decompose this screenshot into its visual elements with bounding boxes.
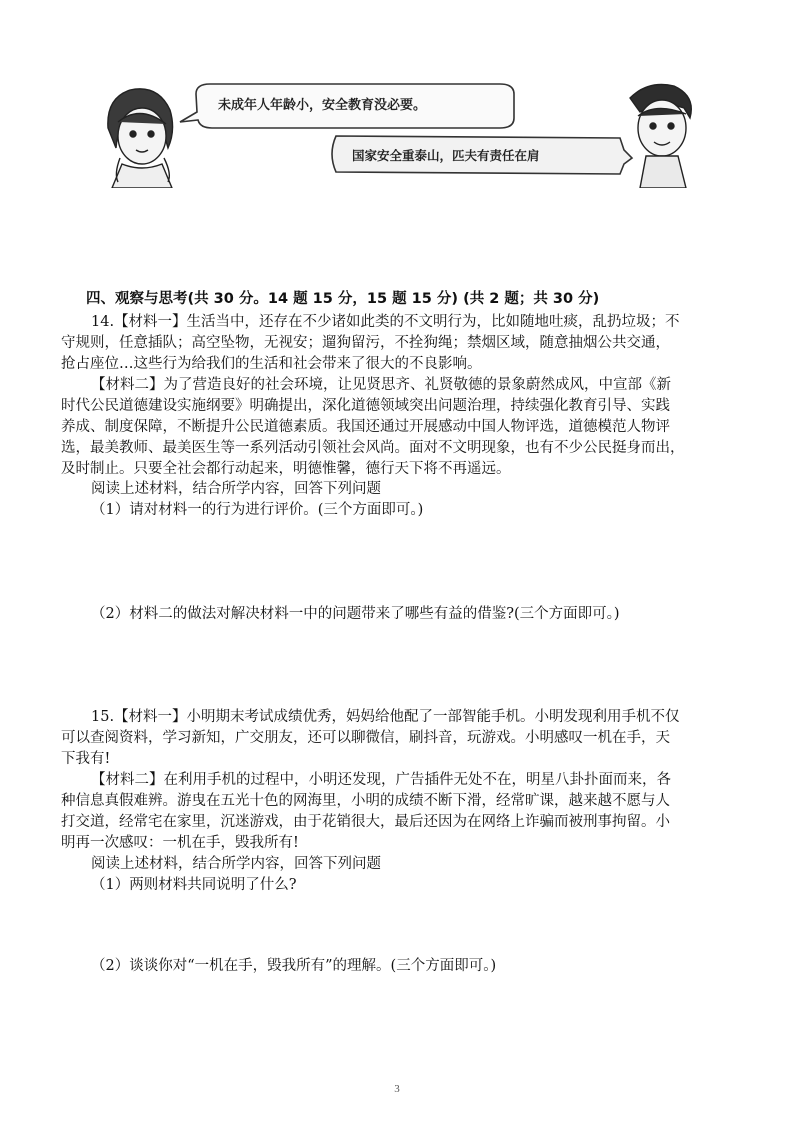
q15-material2-line: 种信息真假难辨。游曳在五光十色的网海里，小明的成绩不断下滑，经常旷课，越来越不愿与人 [61,793,670,809]
q14-material2-line: 选，最美教师、最美医生等一系列活动引领社会风尚。面对不文明现象，也有不少公民挺身而出， [61,440,685,456]
page-number: 3 [394,1083,400,1095]
q15-material1-line: 可以查阅资料，学习新知，广交朋友，还可以聊微信，刷抖音，玩游戏。小明感叹一机在手，天 [61,730,670,746]
girl-figure [108,89,173,188]
q15-material1-line: 15.【材料一】小明期末考试成绩优秀，妈妈给他配了一部智能手机。小明发现利用手机不仅 [91,709,680,725]
boy-bubble-text: 国家安全重泰山，匹夫有责任在肩 [352,148,540,163]
q14-material1-line: 守规则，任意插队；高空坠物，无视安；遛狗留污，不拴狗绳；禁烟区域，随意抽烟公共交通， [61,335,670,351]
q14-material2-line: 【材料二】为了营造良好的社会环境，让见贤思齐、礼贤敬德的景象蔚然成风，中宣部《新 [91,377,671,393]
q15-material1-line: 下我有! [61,751,111,767]
q14-material2-line: 养成、制度保障，不断提升公民道德素质。我国还通过开展感动中国人物评选，道德模范人物评 [61,419,670,435]
q14-instruction: 阅读上述材料，结合所学内容，回答下列问题 [91,481,381,497]
boy-figure [630,85,691,189]
q15-material2-line: 明再一次感叹：一机在手，毁我所有! [61,835,299,851]
q14-subquestion-1: （1）请对材料一的行为进行评价。(三个方面即可。) [91,502,424,518]
q15-subquestion-2: （2）谈谈你对“一机在手，毁我所有”的理解。(三个方面即可。) [91,958,497,974]
q14-material1-line: 抢占座位…这些行为给我们的生活和社会带来了很大的不良影响。 [61,356,482,372]
girl-bubble-text: 未成年人年龄小，安全教育没必要。 [218,98,427,113]
q14-subquestion-2: （2）材料二的做法对解决材料一中的问题带来了哪些有益的借鉴?(三个方面即可。) [91,606,620,622]
q14-material2-line: 及时制止。只要全社会都行动起来，明德惟馨，德行天下将不再遥远。 [61,461,511,477]
q14-material1-line: 14.【材料一】生活当中，还存在不少诸如此类的不文明行为，比如随地吐痰，乱扔垃圾；不 [91,314,680,330]
q15-subquestion-1: （1）两则材料共同说明了什么? [91,877,297,893]
q15-material2-line: 打交道，经常宅在家里，沉迷游戏，由于花销很大，最后还因为在网络上诈骗而被刑事拘留。小 [61,814,670,830]
cartoon-illustration [100,78,700,188]
q15-material2-line: 【材料二】在利用手机的过程中，小明还发现，广告插件无处不在，明星八卦扑面而来，各 [91,772,671,788]
q14-material2-line: 时代公民道德建设实施纲要》明确提出，深化道德领域突出问题治理，持续强化教育引导、实践 [61,398,670,414]
section-heading: 四、观察与思考(共 30 分。14 题 15 分，15 题 15 分) (共 2 题；共 30 分) [86,291,600,307]
q15-instruction: 阅读上述材料，结合所学内容，回答下列问题 [91,856,381,872]
